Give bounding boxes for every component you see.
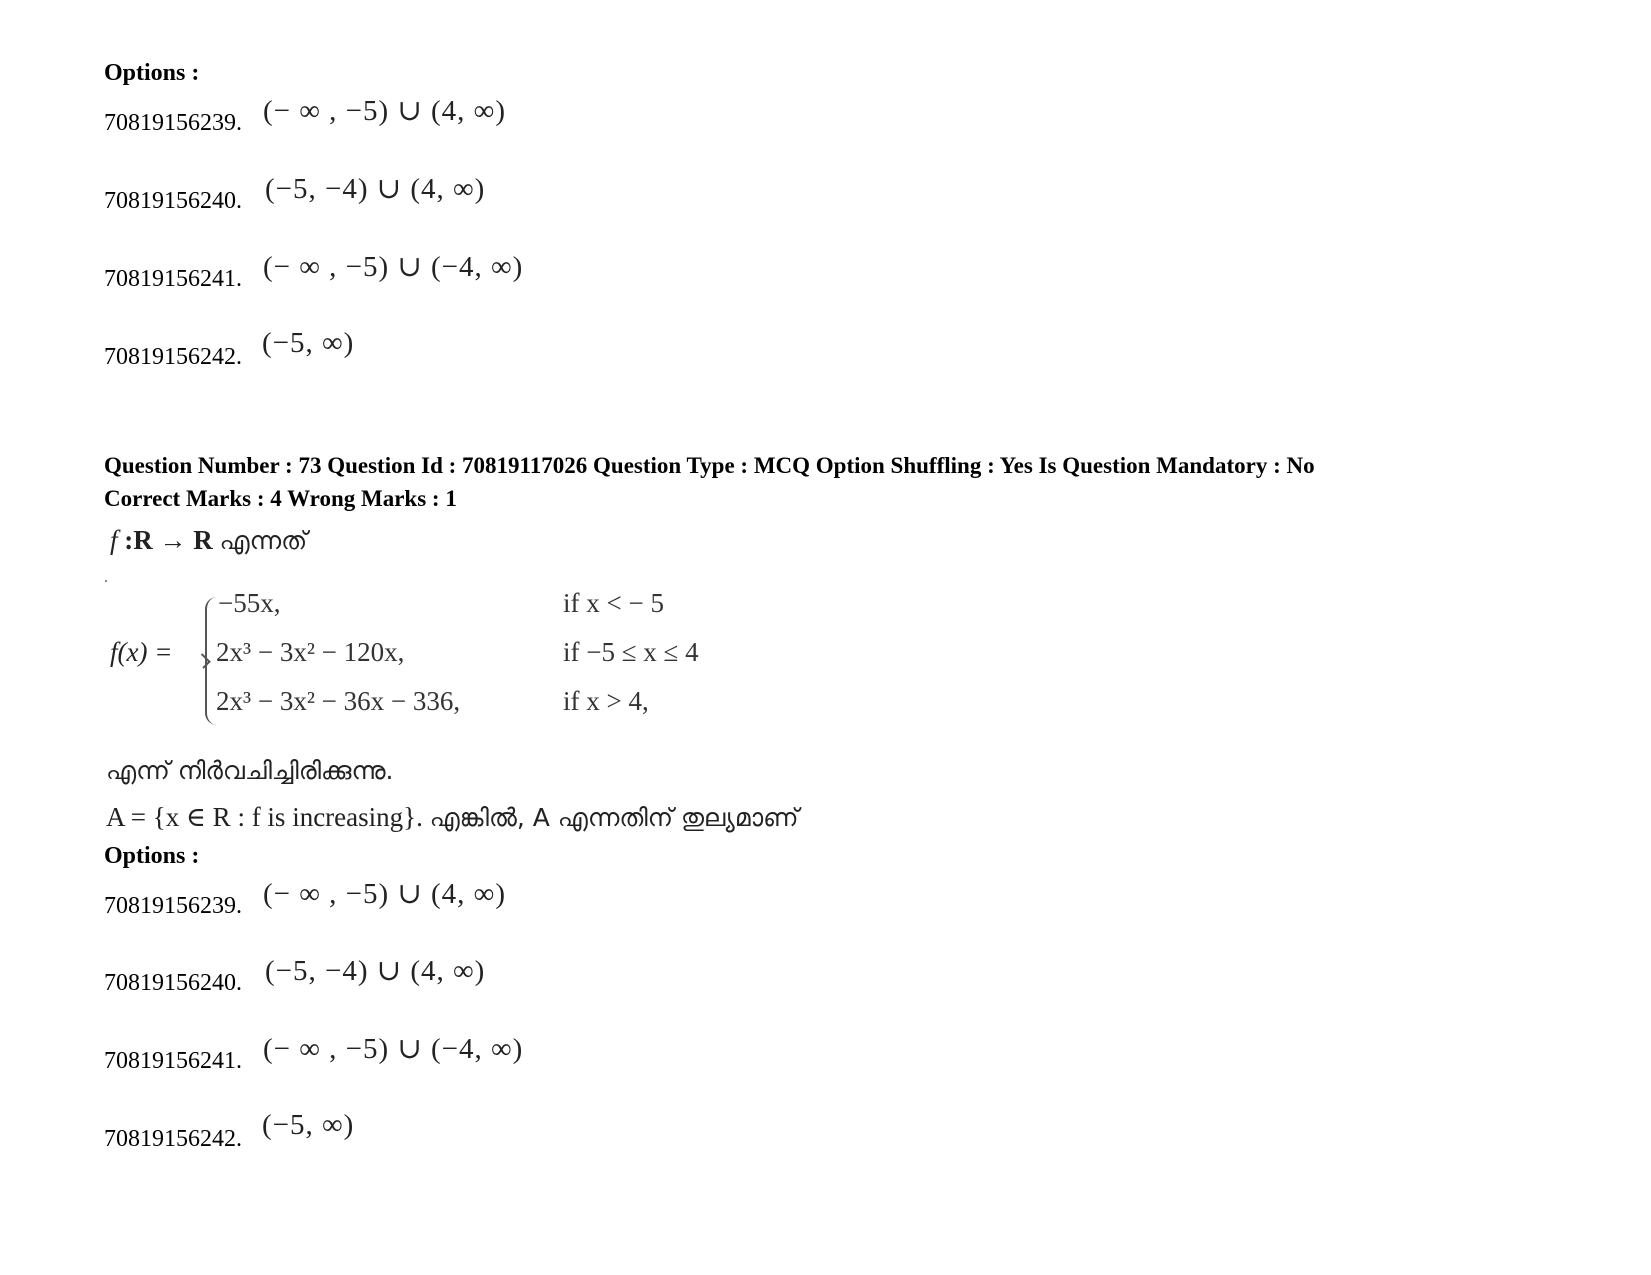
option-id-4: 70819156242. xyxy=(104,1126,242,1152)
option-id-3: 70819156241. xyxy=(104,1048,242,1074)
option-value-2: (−5, −4) ∪ (4, ∞) xyxy=(265,955,486,987)
options-label-question: Options : xyxy=(104,843,200,869)
option-id-1: 70819156239. xyxy=(104,893,242,919)
option-id-top-1: 70819156239. xyxy=(104,110,242,136)
option-id-2: 70819156240. xyxy=(104,970,242,996)
options-label-top: Options : xyxy=(104,60,200,86)
mapping-domain: :R → R xyxy=(124,525,213,555)
set-expression: A = {x ∈ R : f is increasing}. xyxy=(106,802,423,832)
question-meta-line2: Correct Marks : 4 Wrong Marks : 1 xyxy=(104,486,457,511)
mapping-f: f xyxy=(110,525,118,555)
stray-dot xyxy=(105,580,107,582)
set-malayalam: എങ്കിൽ, A എന്നതിന് തുല്യമാണ് xyxy=(429,803,799,832)
option-value-top-2: (−5, −4) ∪ (4, ∞) xyxy=(265,173,486,205)
defined-text: എന്ന് നിർവചിച്ചിരിക്കുന്നു. xyxy=(106,756,394,785)
piece-cond-2: if −5 ≤ x ≤ 4 xyxy=(563,637,699,667)
set-line xyxy=(106,802,799,833)
mapping-line xyxy=(110,525,307,556)
option-id-top-3: 70819156241. xyxy=(104,266,242,292)
question-meta-line1: Question Number : 73 Question Id : 70819117026 Question Type : MCQ Option Shuffling : Yes Is Question Mandatory : No xyxy=(104,453,1315,478)
piece-expr-2: 2x³ − 3x² − 120x, xyxy=(216,637,405,667)
piece-cond-3: if x > 4, xyxy=(563,686,649,716)
fx-label: f(x) = xyxy=(110,637,173,667)
option-value-1: (− ∞ , −5) ∪ (4, ∞) xyxy=(263,878,506,910)
option-id-top-2: 70819156240. xyxy=(104,188,242,214)
mapping-malayalam: എന്നത് xyxy=(219,526,308,555)
option-id-top-4: 70819156242. xyxy=(104,344,242,370)
option-value-top-3: (− ∞ , −5) ∪ (−4, ∞) xyxy=(263,251,524,283)
piece-expr-1: −55x, xyxy=(218,588,281,618)
option-value-4: (−5, ∞) xyxy=(262,1109,355,1141)
option-value-top-1: (− ∞ , −5) ∪ (4, ∞) xyxy=(263,95,506,127)
option-value-top-4: (−5, ∞) xyxy=(262,327,355,359)
piece-expr-3: 2x³ − 3x² − 36x − 336, xyxy=(216,686,461,716)
option-value-3: (− ∞ , −5) ∪ (−4, ∞) xyxy=(263,1033,524,1065)
piece-cond-1: if x < − 5 xyxy=(563,588,664,618)
